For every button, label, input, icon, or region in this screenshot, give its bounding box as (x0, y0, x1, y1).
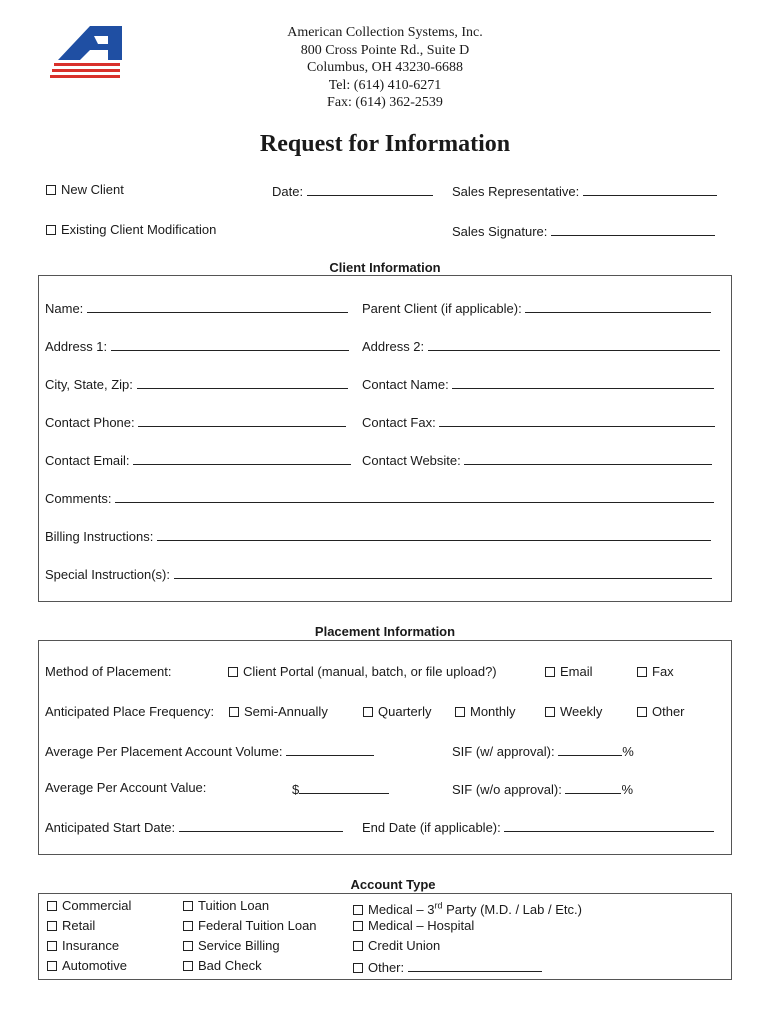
contact-email-label: Contact Email: (45, 453, 130, 468)
method-portal-label: Client Portal (manual, batch, or file upload?) (243, 664, 497, 679)
freq-quarterly-label: Quarterly (378, 704, 432, 719)
existing-client-checkbox[interactable] (46, 225, 56, 235)
account-other-label: Other: (368, 960, 405, 975)
method-fax-option[interactable] (637, 664, 674, 680)
sif-with-input[interactable] (558, 742, 622, 756)
date-label: Date: (272, 184, 304, 199)
freq-semi-label: Semi-Annually (244, 704, 328, 719)
contact-name-field (362, 375, 714, 393)
end-date-input[interactable] (504, 818, 714, 832)
account-commercial-checkbox[interactable] (47, 901, 57, 911)
account-federal-tuition-checkbox[interactable] (183, 921, 193, 931)
avg-value-dollar: $ (292, 782, 300, 797)
account-service-billing-checkbox[interactable] (183, 941, 193, 951)
start-date-input[interactable] (179, 818, 343, 832)
address1-label: Address 1: (45, 339, 108, 354)
end-date-label: End Date (if applicable): (362, 820, 501, 835)
parent-client-label: Parent Client (if applicable): (362, 301, 522, 316)
freq-weekly-checkbox[interactable] (545, 707, 555, 717)
frequency-label: Anticipated Place Frequency: (45, 704, 215, 719)
account-other-input[interactable] (408, 958, 542, 972)
avg-value-label: Average Per Account Value: (45, 780, 207, 795)
freq-weekly-label: Weekly (560, 704, 603, 719)
account-federal-tuition-label: Federal Tuition Loan (198, 918, 317, 933)
method-fax-checkbox[interactable] (637, 667, 647, 677)
existing-client-option[interactable] (46, 222, 216, 238)
avg-volume-input[interactable] (286, 742, 374, 756)
billing-instructions-field (45, 527, 711, 545)
account-retail-checkbox[interactable] (47, 921, 57, 931)
start-date-field (45, 818, 343, 836)
account-federal-tuition-option[interactable] (183, 918, 317, 934)
sif-with-label: SIF (w/ approval): (452, 744, 555, 759)
city-state-zip-field (45, 375, 348, 393)
sales-rep-input[interactable] (583, 182, 717, 196)
account-medical-3rd-party-label: Medical – 3rd Party (M.D. / Lab / Etc.) (368, 901, 582, 918)
billing-instructions-label: Billing Instructions: (45, 529, 154, 544)
method-fax-label: Fax (652, 664, 674, 679)
method-portal-checkbox[interactable] (228, 667, 238, 677)
date-field (272, 182, 433, 200)
account-bad-check-label: Bad Check (198, 958, 262, 973)
address2-label: Address 2: (362, 339, 425, 354)
start-date-label: Anticipated Start Date: (45, 820, 176, 835)
account-insurance-checkbox[interactable] (47, 941, 57, 951)
sales-rep-field (452, 182, 717, 200)
contact-fax-label: Contact Fax: (362, 415, 436, 430)
company-address-line1: 800 Cross Pointe Rd., Suite D (300, 42, 470, 58)
client-name-input[interactable] (87, 299, 348, 313)
special-instructions-field (45, 565, 712, 583)
end-date-field (362, 818, 714, 836)
sales-signature-field (452, 222, 715, 240)
client-name-field (45, 299, 348, 317)
account-credit-union-label: Credit Union (368, 938, 441, 953)
account-bad-check-checkbox[interactable] (183, 961, 193, 971)
contact-website-field (362, 451, 712, 469)
account-credit-union-checkbox[interactable] (353, 941, 363, 951)
sif-without-label: SIF (w/o approval): (452, 782, 562, 797)
account-insurance-label: Insurance (62, 938, 120, 953)
new-client-option[interactable] (46, 182, 124, 198)
account-credit-union-option[interactable] (353, 938, 440, 954)
address2-input[interactable] (428, 337, 720, 351)
sif-without-input[interactable] (565, 780, 621, 794)
freq-other-option[interactable] (637, 704, 685, 720)
account-retail-label: Retail (62, 918, 96, 933)
contact-fax-input[interactable] (439, 413, 715, 427)
comments-field (45, 489, 714, 507)
account-automotive-checkbox[interactable] (47, 961, 57, 971)
account-retail-option[interactable] (47, 918, 95, 934)
sif-without-percent: % (621, 782, 634, 797)
special-instructions-input[interactable] (174, 565, 712, 579)
city-state-zip-input[interactable] (137, 375, 348, 389)
account-automotive-label: Automotive (62, 958, 128, 973)
special-instructions-label: Special Instruction(s): (45, 567, 170, 582)
sif-with-percent: % (622, 744, 634, 759)
account-medical-hospital-checkbox[interactable] (353, 921, 363, 931)
account-tuition-loan-label: Tuition Loan (198, 898, 270, 913)
client-info-title: Client Information (329, 260, 441, 275)
company-address-line2: Columbus, OH 43230-6688 (307, 60, 463, 75)
parent-client-input[interactable] (525, 299, 711, 313)
method-portal-option[interactable] (228, 664, 497, 680)
company-fax: Fax: (614) 362-2539 (327, 95, 443, 110)
account-medical-3rd-party-option[interactable] (353, 898, 582, 918)
contact-name-label: Contact Name: (362, 377, 449, 392)
contact-phone-input[interactable] (138, 413, 346, 427)
sif-without-field (452, 780, 633, 798)
account-service-billing-option[interactable] (183, 938, 280, 954)
freq-monthly-checkbox[interactable] (455, 707, 465, 717)
freq-other-label: Other (652, 704, 685, 719)
new-client-checkbox[interactable] (46, 185, 56, 195)
date-input[interactable] (307, 182, 433, 196)
contact-email-input[interactable] (133, 451, 351, 465)
contact-email-field (45, 451, 351, 469)
method-email-label: Email (560, 664, 593, 679)
account-tuition-loan-option[interactable] (183, 898, 269, 914)
freq-semi-checkbox[interactable] (229, 707, 239, 717)
account-type-title: Account Type (350, 877, 436, 892)
account-medical-hospital-option[interactable] (353, 918, 474, 934)
contact-phone-label: Contact Phone: (45, 415, 135, 430)
method-email-checkbox[interactable] (545, 667, 555, 677)
contact-name-input[interactable] (452, 375, 714, 389)
client-info-box (38, 275, 732, 602)
avg-value-input[interactable] (299, 780, 389, 794)
contact-website-input[interactable] (464, 451, 712, 465)
avg-volume-label: Average Per Placement Account Volume: (45, 744, 283, 759)
account-insurance-option[interactable] (47, 938, 119, 954)
account-other-option[interactable] (353, 958, 542, 976)
account-other-checkbox[interactable] (353, 963, 363, 973)
sales-rep-label: Sales Representative: (452, 184, 580, 199)
address1-field (45, 337, 349, 355)
sales-signature-input[interactable] (551, 222, 715, 236)
account-service-billing-label: Service Billing (198, 938, 280, 953)
contact-phone-field (45, 413, 346, 431)
contact-fax-field (362, 413, 715, 431)
city-state-zip-label: City, State, Zip: (45, 377, 133, 392)
company-name: American Collection Systems, Inc. (287, 25, 483, 40)
sif-with-field (452, 742, 634, 760)
billing-instructions-input[interactable] (157, 527, 711, 541)
contact-website-label: Contact Website: (362, 453, 461, 468)
account-bad-check-option[interactable] (183, 958, 262, 974)
account-medical-hospital-label: Medical – Hospital (368, 918, 475, 933)
avg-volume-field (45, 742, 374, 760)
client-name-label: Name: (45, 301, 84, 316)
parent-client-field (362, 299, 711, 317)
comments-input[interactable] (115, 489, 714, 503)
account-automotive-option[interactable] (47, 958, 127, 974)
method-email-option[interactable] (545, 664, 593, 680)
account-medical-3rd-party-checkbox[interactable] (353, 905, 363, 915)
comments-label: Comments: (45, 491, 112, 506)
freq-quarterly-checkbox[interactable] (363, 707, 373, 717)
freq-weekly-option[interactable] (545, 704, 602, 720)
freq-quarterly-option[interactable] (363, 704, 431, 720)
account-commercial-label: Commercial (62, 898, 132, 913)
company-phone: Tel: (614) 410-6271 (328, 77, 442, 93)
freq-other-checkbox[interactable] (637, 707, 647, 717)
existing-client-label: Existing Client Modification (61, 222, 217, 237)
address1-input[interactable] (111, 337, 349, 351)
account-commercial-option[interactable] (47, 898, 131, 914)
freq-monthly-option[interactable] (455, 704, 516, 720)
avg-value-field (292, 780, 389, 798)
account-tuition-loan-checkbox[interactable] (183, 901, 193, 911)
method-label: Method of Placement: (45, 664, 172, 679)
freq-monthly-label: Monthly (470, 704, 516, 719)
address2-field (362, 337, 720, 355)
new-client-label: New Client (61, 182, 124, 197)
sales-signature-label: Sales Signature: (452, 224, 548, 239)
placement-info-title: Placement Information (314, 624, 456, 639)
freq-semi-option[interactable] (229, 704, 328, 720)
page-title: Request for Information (259, 131, 511, 157)
